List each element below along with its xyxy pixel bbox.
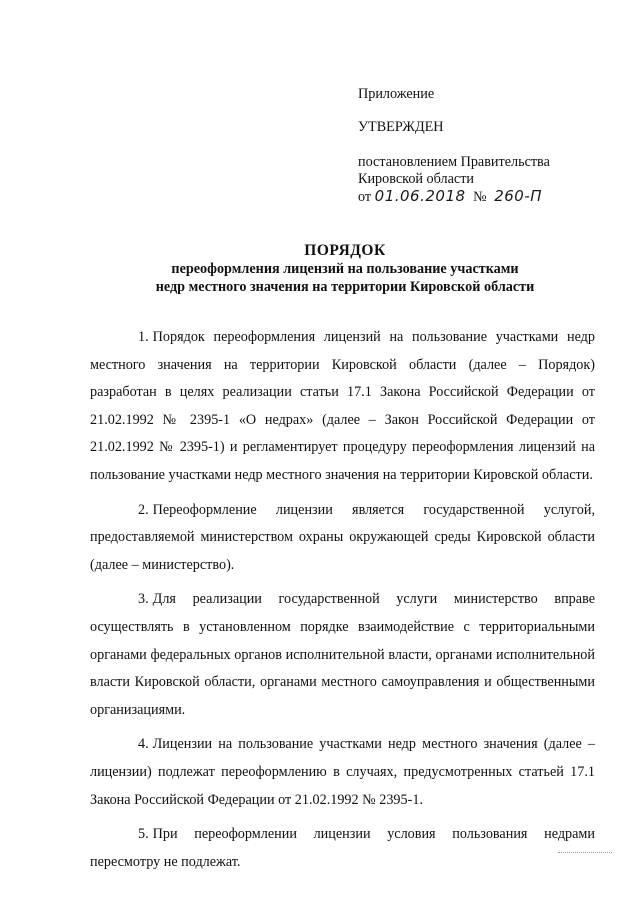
approval-stamp: [358, 86, 598, 206]
paragraph-text: Лицензии на пользование участками недр местного значения (далее – лицензии) подлежат переоформлению в случаях, предусмотренных статьей 17.1 Закона Российской Федерации от 21.02.1992 № 2395-1.: [90, 736, 595, 808]
paragraph-text: Порядок переоформления лицензий на пользование участками недр местного значения на территории Кировской области (далее – Порядок) разработан в целях реализации статьи 17.1 Закона Российской Федерации от 21.02.1992 № 2395-1 «О недрах» (далее – Закон Российской Федерации от 21.02.1992 № 2395-1) и регламентирует процедуру переоформления лицензий на пользование участками недр местного значения на территории Кировской области.: [90, 329, 595, 483]
paragraph-number: 2.: [138, 501, 149, 518]
paragraph-5: [90, 821, 595, 876]
scan-artifact-line: [558, 852, 612, 854]
handwritten-number: 260-П: [494, 187, 543, 205]
document-subtitle-line-1: переоформления лицензий на пользование участками: [171, 261, 519, 277]
paragraph-4: [90, 731, 595, 814]
paragraph-number: 5.: [138, 826, 149, 843]
document-body: [90, 324, 595, 876]
paragraph-text: При переоформлении лицензии условия пользования недрами пересмотру не подлежат.: [90, 826, 595, 870]
number-sign: №: [473, 189, 487, 205]
decree-line-1: постановлением Правительства: [358, 154, 550, 170]
paragraph-1: [90, 324, 595, 490]
paragraph-3: [90, 586, 595, 724]
decree-date-line: [358, 188, 598, 206]
handwritten-date: 01.06.2018: [374, 187, 466, 205]
date-prefix: от: [358, 189, 372, 205]
paragraph-number: 1.: [138, 329, 149, 345]
paragraph-text: Переоформление лицензии является государственной услугой, предоставляемой министерством охраны окружающей среды Кировской области (далее – министерство).: [90, 501, 595, 573]
document-subtitle-line-2: недр местного значения на территории Кировской области: [155, 279, 535, 295]
decree-line-2: Кировской области: [358, 171, 474, 187]
appendix-label: Приложение: [358, 86, 435, 102]
paragraph-text: Для реализации государственной услуги министерство вправе осуществлять в установленном порядке взаимодействие с территориальными органами федеральных органов исполнительной власти, органами исполнительной власти Кировской области, органами местного самоуправления и общественными организациями.: [90, 591, 595, 718]
approved-label: УТВЕРЖДЕН: [358, 119, 444, 135]
paragraph-2: [90, 497, 595, 580]
paragraph-number: 3.: [138, 591, 149, 608]
document-heading: [80, 241, 610, 296]
document-title: ПОРЯДОК: [304, 242, 386, 259]
paragraph-number: 4.: [138, 736, 149, 753]
